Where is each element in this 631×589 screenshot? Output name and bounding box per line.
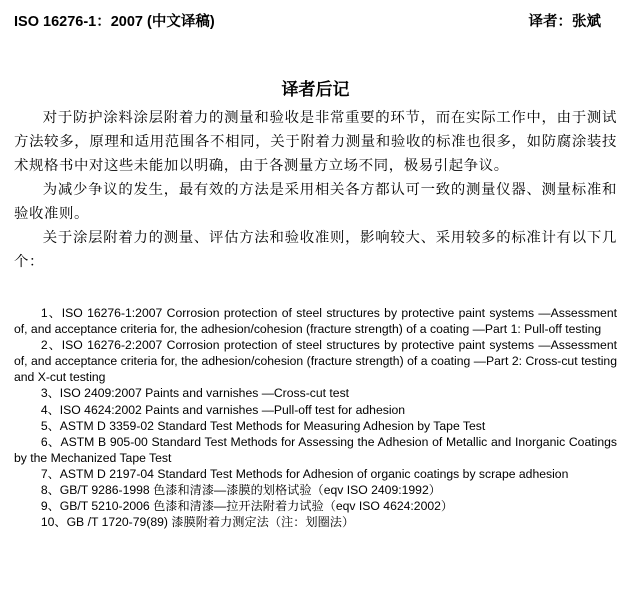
page-header (14, 12, 601, 32)
reference-item: 7、ASTM D 2197-04 Standard Test Methods for Adhesion of organic coatings by scrape adhesion (40, 466, 569, 481)
translator-credit: 译者：张斌 (528, 14, 601, 30)
page-title: 译者后记 (281, 80, 350, 100)
paragraph: 关于涂层附着力的测量、评估方法和验收准则，影响较大、采用较多的标准计有以下几个： (14, 230, 617, 270)
reference-item: 9、GB/T 5210-2006 色漆和清漆—拉开法附着力试验（eqv ISO 4624:2002） (40, 499, 454, 514)
reference-item: 8、GB/T 9286-1998 色漆和清漆—漆膜的划格试验（eqv ISO 2409:1992） (40, 483, 441, 498)
reference-item: 6、ASTM B 905-00 Standard Test Methods for Assessing the Adhesion of Metallic and Inorganic Coatings by the Mechanized Tape Test (14, 434, 617, 465)
body-text (14, 106, 617, 274)
paragraph: 为减少争议的发生，最有效的方法是采用相关各方都认可一致的测量仪器、测量标准和验收准则。 (14, 182, 617, 222)
reference-item: 4、ISO 4624:2002 Paints and varnishes —Pull-off test for adhesion (40, 402, 406, 417)
reference-item: 1、ISO 16276-1:2007 Corrosion protection of steel structures by protective paint systems —Assessment of, and acceptance criteria for, the adhesion/cohesion (fracture strength) of a coating —Part 1: Pull-off testing (14, 306, 617, 337)
reference-item: 3、ISO 2409:2007 Paints and varnishes —Cross-cut test (40, 386, 350, 401)
reference-item: 10、GB /T 1720-79(89) 漆膜附着力测定法（注：划圈法） (40, 515, 355, 530)
reference-item: 2、ISO 16276-2:2007 Corrosion protection of steel structures by protective paint systems —Assessment of, and acceptance criteria for, the adhesion/cohesion (fracture strength) of a coating —Part 2: Cross-cut testing and X-cut testing (14, 338, 617, 385)
document-id: ISO 16276-1：2007 (中文译稿) (14, 14, 215, 30)
reference-item: 5、ASTM D 3359-02 Standard Test Methods for Measuring Adhesion by Tape Test (40, 418, 486, 433)
paragraph: 对于防护涂料涂层附着力的测量和验收是非常重要的环节，而在实际工作中，由于测试方法较多，原理和适用范围各不相同，关于附着力测量和验收的标准也很多，如防腐涂装技术规格书中对这些未能加以明确，由于各测量方立场不同，极易引起争议。 (14, 110, 617, 174)
reference-list (14, 305, 617, 530)
